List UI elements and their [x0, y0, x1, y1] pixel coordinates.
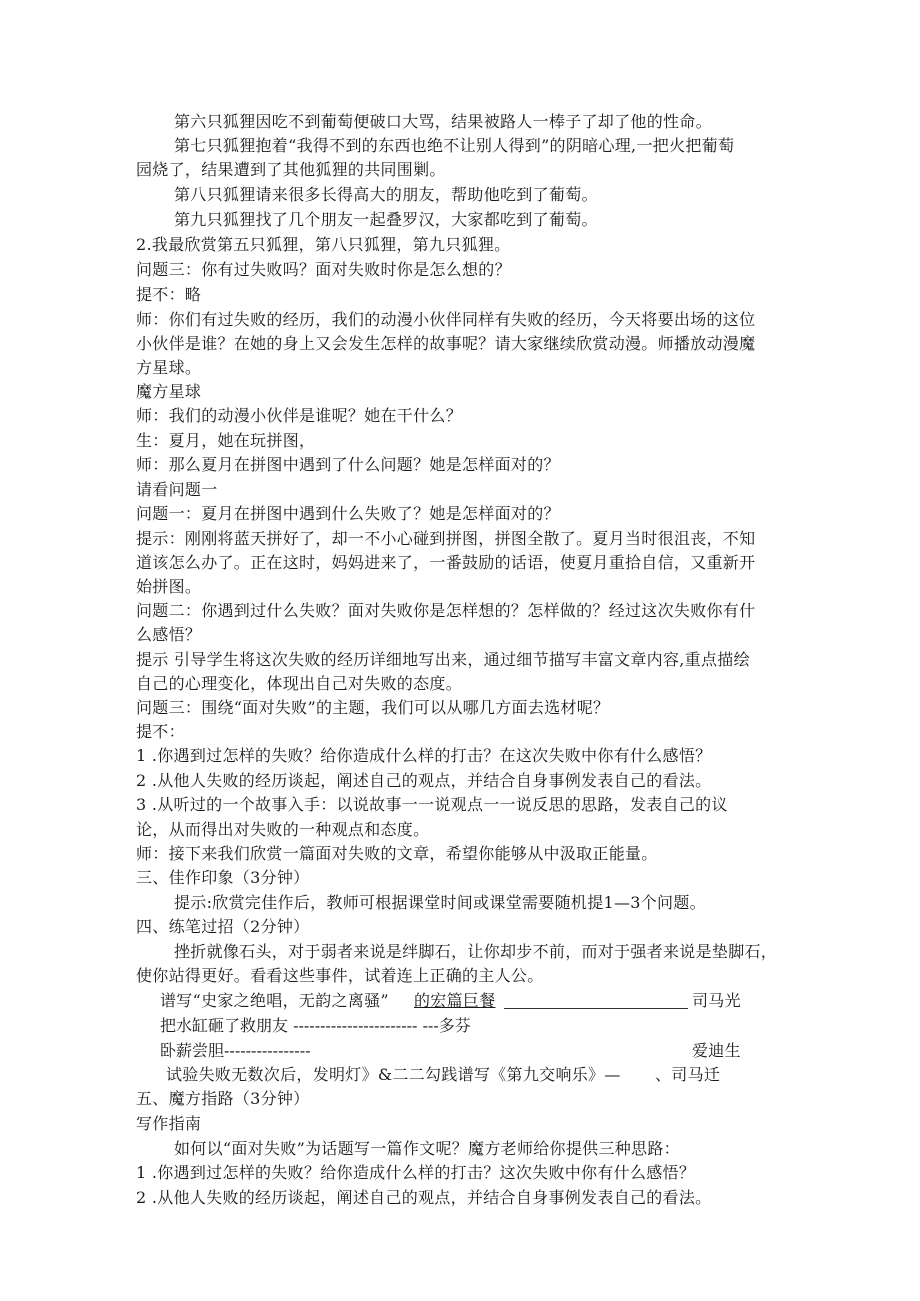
question-line: 问题二：你遇到过什么失败？面对失败你是怎样想的？怎样做的？经过这次失败你有什: [136, 601, 756, 620]
paragraph-line: 方星球。: [136, 358, 202, 377]
section-heading: 四、练笔过招（2分钟）: [136, 917, 310, 936]
match-connector-line: [504, 1008, 688, 1009]
paragraph-line: 小伙伴是谁？在她的身上又会发生怎样的故事呢？请大家继续欣赏动漫。师播放动漫魔: [136, 334, 756, 353]
paragraph-line: 如何以“面对失败”为话题写一篇作文呢？魔方老师给你提供三种思路：: [174, 1139, 680, 1158]
paragraph-line: 师：你们有过失败的经历，我们的动漫小伙伴同样有失败的经历，今天将要出场的这位: [136, 310, 756, 329]
paragraph-line: 第九只狐狸找了几个朋友一起叠罗汉，大家都吃到了葡萄。: [174, 210, 598, 229]
hint-line: 提不：略: [136, 285, 202, 304]
match-person: 爱迪生: [692, 1041, 741, 1060]
match-item-text: 试验失败无数次后，发明灯》&二二勾践谱写《第九交响乐》—: [166, 1065, 621, 1084]
match-item-underlined: 的宏篇巨餐: [414, 991, 496, 1010]
paragraph-line: 第八只狐狸请来很多长得高大的朋友，帮助他吃到了葡萄。: [174, 185, 598, 204]
match-person: 、司马迁: [655, 1065, 721, 1084]
list-item: 2 .从他人失败的经历谈起，阐述自己的观点，并结合自身事例发表自己的看法。: [136, 1188, 712, 1207]
paragraph-line: 么感悟？: [136, 625, 202, 644]
hint-line: 提示：刚刚将蓝天拼好了，却一不小心碰到拼图，拼图全散了。夏月当时很沮丧，不知: [136, 529, 756, 548]
paragraph-line: 道该怎么办了。正在这时，妈妈进来了，一番鼓励的话语，使夏月重拾自信，又重新开: [136, 553, 756, 572]
paragraph-line: 始拼图。: [136, 577, 202, 596]
hint-line: 提示 引导学生将这次失败的经历详细地写出来，通过细节描写丰富文章内容,重点描绘: [136, 650, 750, 669]
section-heading: 五、魔方指路（3分钟）: [136, 1089, 310, 1108]
paragraph-line: 第六只狐狸因吃不到葡萄便破口大骂，结果被路人一棒子了却了他的性命。: [174, 112, 712, 131]
match-person: 司马光: [692, 991, 741, 1010]
question-line: 问题三：你有过失败吗？面对失败时你是怎么想的？: [136, 260, 511, 279]
list-item: 2 .从他人失败的经历谈起，阐述自己的观点，并结合自身事例发表自己的看法。: [136, 771, 712, 790]
section-title: 写作指南: [136, 1114, 202, 1133]
hint-line: 提示:欣赏完佳作后，教师可根据课堂时间或课堂需要随机提1—3个问题。: [174, 893, 706, 912]
list-item: 1 .你遇到过怎样的失败？给你造成什么样的打击？在这次失败中你有什么感悟？: [136, 746, 712, 765]
paragraph-line: 挫折就像石头，对于弱者来说是绊脚石，让你却步不前，而对于强者来说是垫脚石，: [174, 942, 778, 961]
paragraph-line: 2.我最欣赏第五只狐狸，第八只狐狸，第九只狐狸。: [136, 235, 511, 254]
paragraph-line: 师：那么夏月在拼图中遇到了什么问题？她是怎样面对的？: [136, 455, 560, 474]
paragraph-line: 园烧了，结果遭到了其他狐狸的共同围剿。: [136, 160, 446, 179]
paragraph-line: 生：夏月，她在玩拼图，: [136, 431, 316, 450]
paragraph-line: 自己的心理变化，体现出自己对失败的态度。: [136, 674, 463, 693]
paragraph-line: 第七只狐狸抱着“我得不到的东西也绝不让别人得到”的阴暗心理,一把火把葡萄: [174, 136, 735, 155]
match-item-text: 谱写“史家之绝唱，无韵之离骚”: [160, 991, 389, 1010]
paragraph-line: 使你站得更好。看看这些事件，试着连上正确的主人公。: [136, 966, 544, 985]
match-item-text: 把水缸砸了救朋友 ----------------------- ---多芬: [160, 1016, 471, 1035]
question-line: 问题三：围绕“面对失败”的主题，我们可以从哪几方面去选材呢？: [136, 698, 610, 717]
paragraph-line: 论，从而得出对失败的一种观点和态度。: [136, 820, 430, 839]
list-item: 1 .你遇到过怎样的失败？给你造成什么样的打击？这次失败中你有什么感悟？: [136, 1163, 696, 1182]
paragraph-line: 师：接下来我们欣赏一篇面对失败的文章，希望你能够从中汲取正能量。: [136, 844, 658, 863]
section-title: 魔方星球: [136, 382, 202, 401]
match-item-text: 卧薪尝胆----------------: [160, 1041, 311, 1060]
question-line: 问题一：夏月在拼图中遇到什么失败了？她是怎样面对的？: [136, 504, 560, 523]
list-item: 3 .从听过的一个故事入手：以说故事一一说观点一一说反思的思路，发表自己的议: [136, 795, 728, 814]
paragraph-line: 请看问题一: [136, 480, 218, 499]
section-heading: 三、佳作印象（3分钟）: [136, 868, 310, 887]
paragraph-line: 师：我们的动漫小伙伴是谁呢？她在干什么？: [136, 406, 463, 425]
hint-line: 提不：: [136, 722, 185, 741]
